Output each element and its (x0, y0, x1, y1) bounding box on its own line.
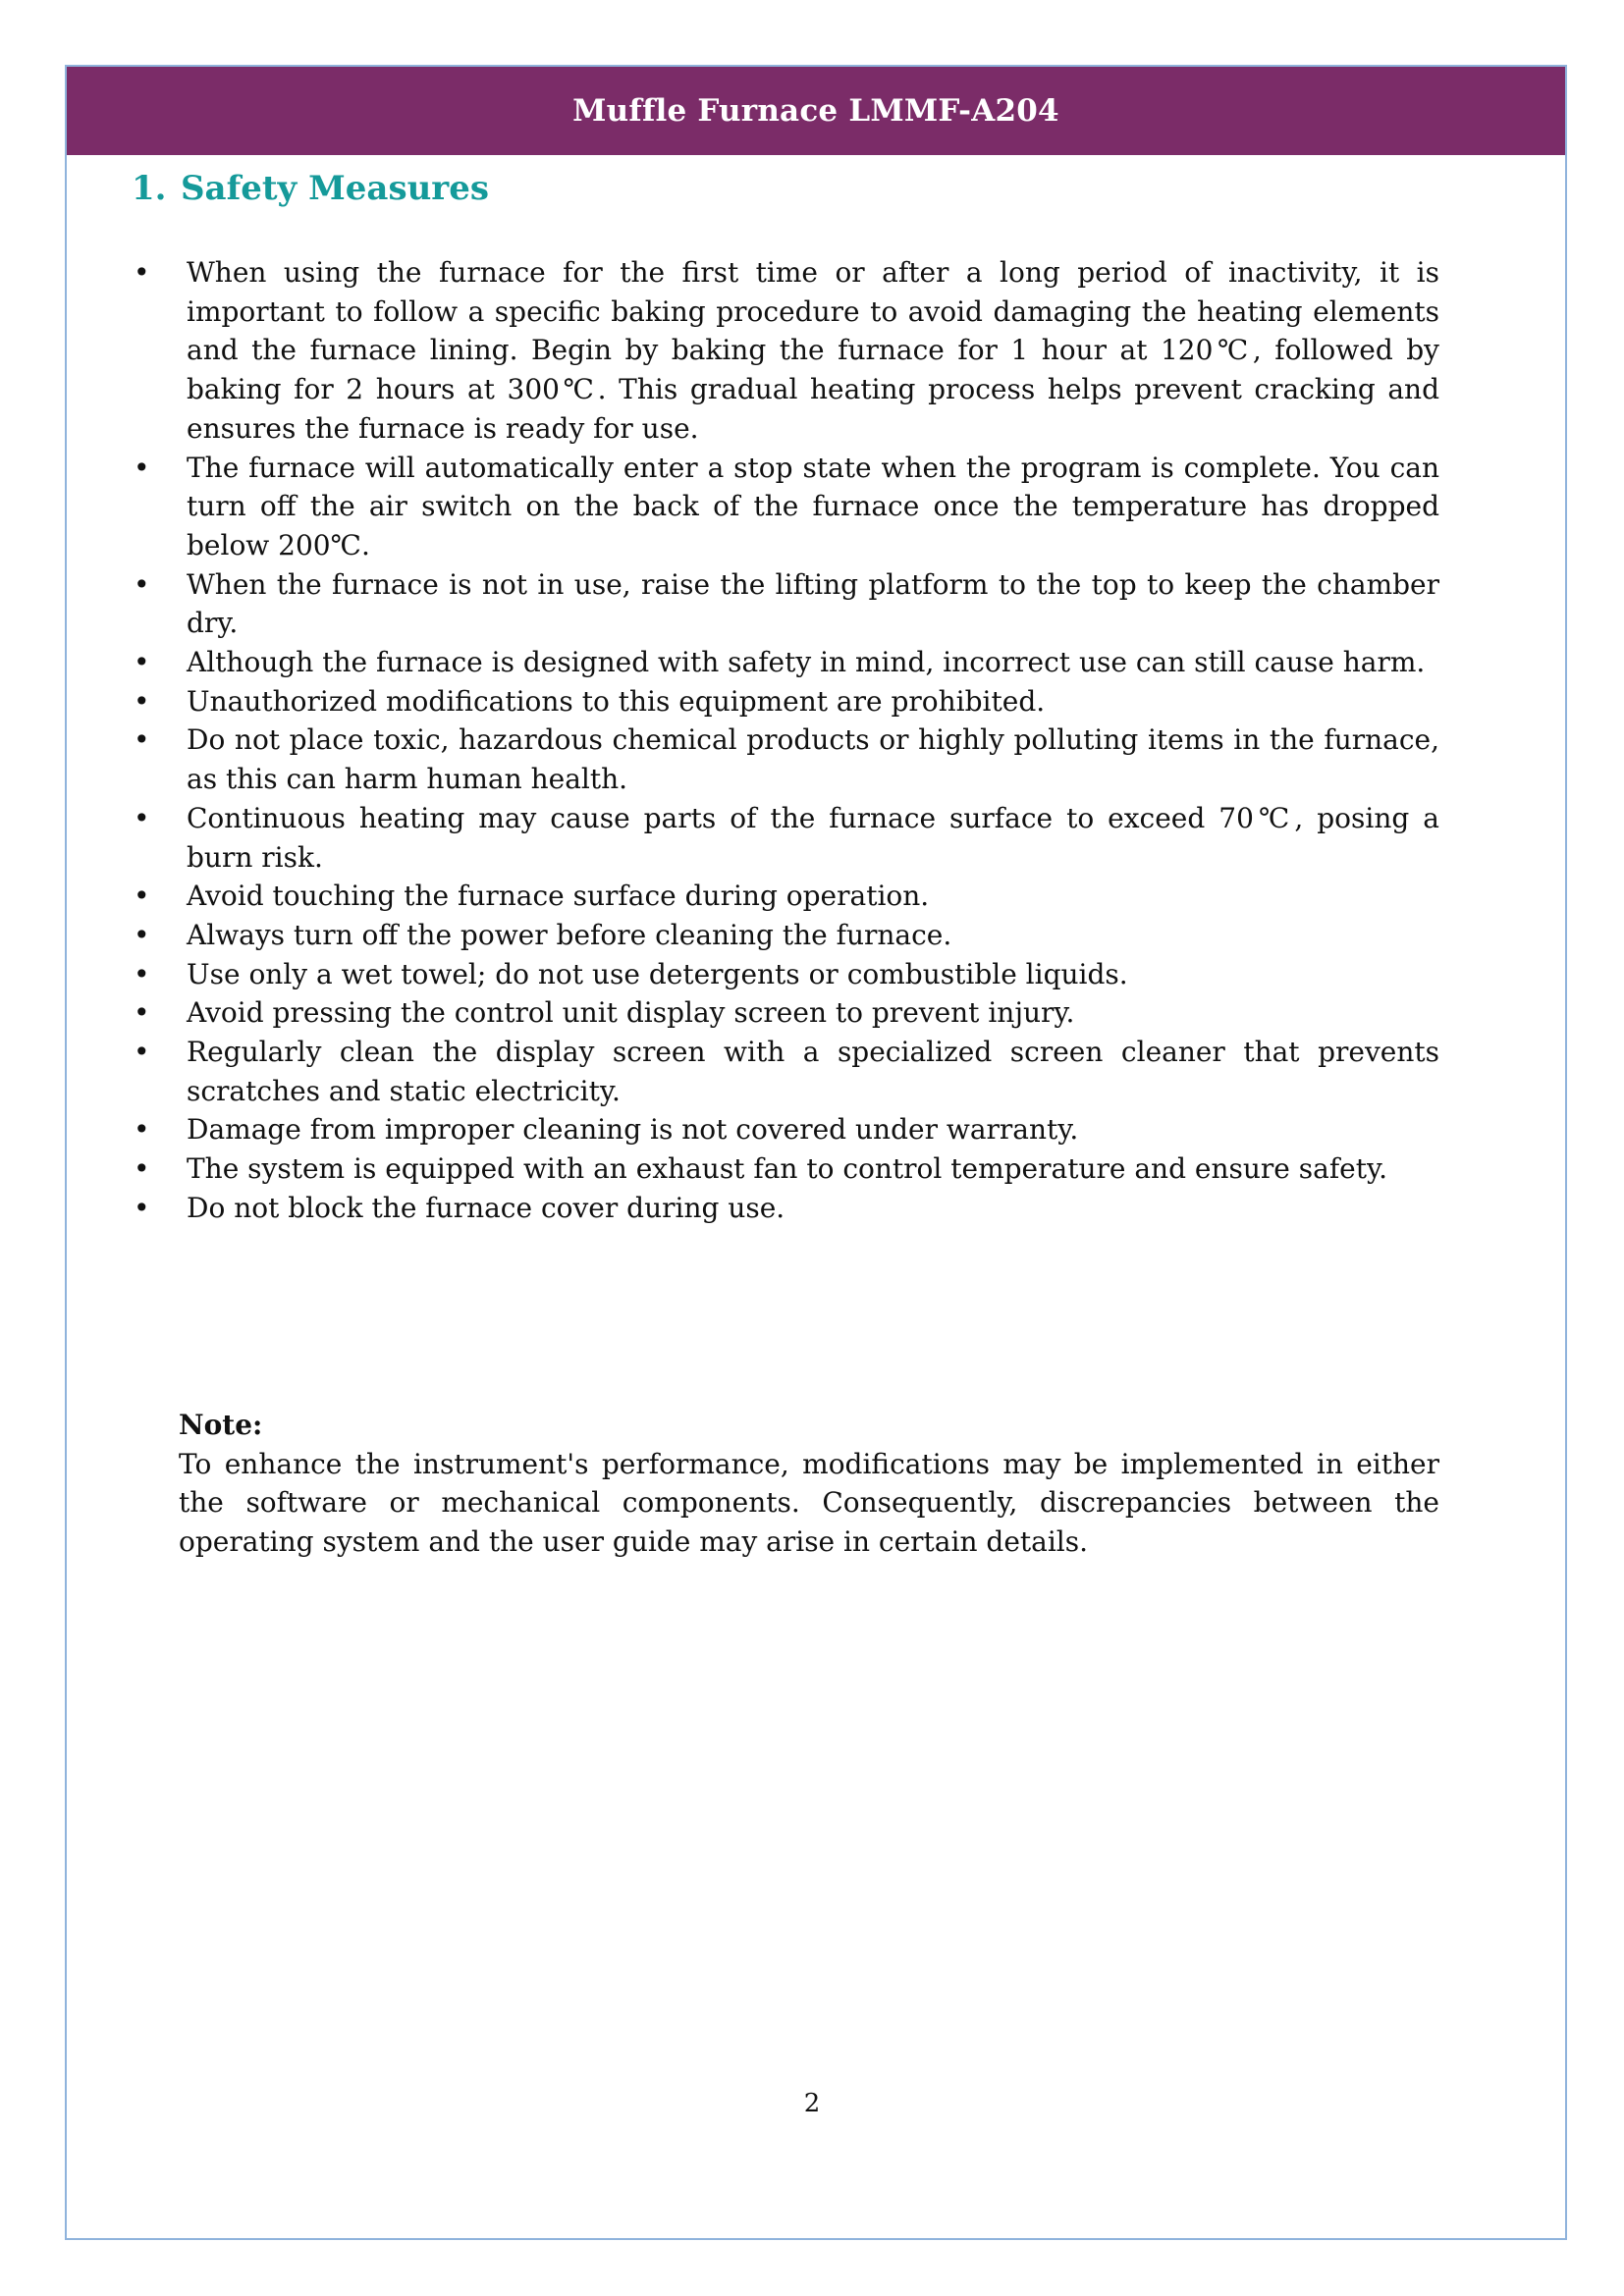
safety-measures-list (134, 253, 1439, 1228)
header-bar (67, 67, 1565, 155)
list-item-text: Although the furnace is designed with safety in mind, incorrect use can still cause harm. (187, 646, 1426, 679)
list-item-text: Use only a wet towel; do not use detergents or combustible liquids. (187, 957, 1128, 990)
bullet-icon: • (134, 723, 150, 757)
list-item-text: Avoid pressing the control unit display screen to prevent injury. (187, 996, 1075, 1030)
list-item-text: Damage from improper cleaning is not covered under warranty. (187, 1113, 1079, 1147)
list-item-text: Continuous heating may cause parts of the furnace surface to exceed 70℃, posing a burn risk. (187, 801, 1439, 874)
section-heading (132, 169, 489, 209)
list-item-text: Do not place toxic, hazardous chemical products or highly polluting items in the furnace, as this can harm human health. (187, 723, 1439, 796)
list-item (134, 799, 1439, 877)
list-item (134, 1033, 1439, 1110)
document-title: Muffle Furnace LMMF-A204 (572, 93, 1059, 129)
bullet-icon: • (134, 451, 150, 484)
list-item (134, 1189, 1439, 1228)
list-item (134, 449, 1439, 565)
list-item-text: Do not block the furnace cover during use. (187, 1191, 785, 1224)
list-item (134, 877, 1439, 916)
list-item-text: The furnace will automatically enter a stop state when the program is complete. You can turn off the air switch on the back of the furnace once the temperature has dropped below 200℃. (187, 451, 1439, 561)
section-number: 1. (132, 169, 167, 208)
list-item-text: Regularly clean the display screen with a specialized screen cleaner that prevents scratches and static electricity. (187, 1036, 1439, 1107)
bullet-icon: • (134, 1036, 150, 1069)
list-item-text: Avoid touching the furnace surface during operation. (187, 880, 930, 913)
list-item-text: Always turn off the power before cleaning the furnace. (187, 918, 952, 951)
bullet-icon: • (134, 801, 150, 834)
bullet-icon: • (134, 880, 150, 913)
bullet-icon: • (134, 996, 150, 1030)
bullet-icon: • (134, 957, 150, 990)
note-text: To enhance the instrument's performance, modifications may be implemented in either the software or mechanical components. Consequently, discrepancies between the operating system and the user guide may arise in certain details. (179, 1447, 1439, 1559)
list-item-text: When the furnace is not in use, raise the lifting platform to the top to keep the chamber dry. (187, 567, 1439, 640)
bullet-icon: • (134, 1191, 150, 1224)
list-item-text: Unauthorized modifications to this equipment are prohibited. (187, 684, 1046, 718)
list-item-text: The system is equipped with an exhaust fan to control temperature and ensure safety. (187, 1152, 1388, 1186)
list-item (134, 682, 1439, 721)
bullet-icon: • (134, 684, 150, 718)
list-item (134, 1110, 1439, 1149)
list-item (134, 643, 1439, 682)
bullet-icon: • (134, 1152, 150, 1186)
list-item (134, 721, 1439, 798)
list-item-text: When using the furnace for the first time or after a long period of inactivity, it is important to follow a specific baking procedure to avoid damaging the heating elements and the furnace lining. Begin by baking the furnace for 1 hour at 120℃, followed by baking for 2 hours at 300℃. This gradual heating process helps prevent cracking and ensures the furnace is ready for use. (187, 256, 1439, 445)
section-title: Safety Measures (181, 169, 489, 208)
bullet-icon: • (134, 646, 150, 679)
list-item (134, 993, 1439, 1033)
list-item (134, 565, 1439, 643)
page-number: 2 (803, 2089, 821, 2118)
bullet-icon: • (134, 1113, 150, 1147)
list-item (134, 955, 1439, 994)
note-block (179, 1406, 1439, 1562)
bullet-icon: • (134, 918, 150, 951)
bullet-icon: • (134, 256, 150, 289)
bullet-icon: • (134, 567, 150, 601)
list-item (134, 1149, 1439, 1189)
list-item (134, 916, 1439, 955)
list-item (134, 253, 1439, 449)
note-label: Note: (179, 1409, 263, 1441)
